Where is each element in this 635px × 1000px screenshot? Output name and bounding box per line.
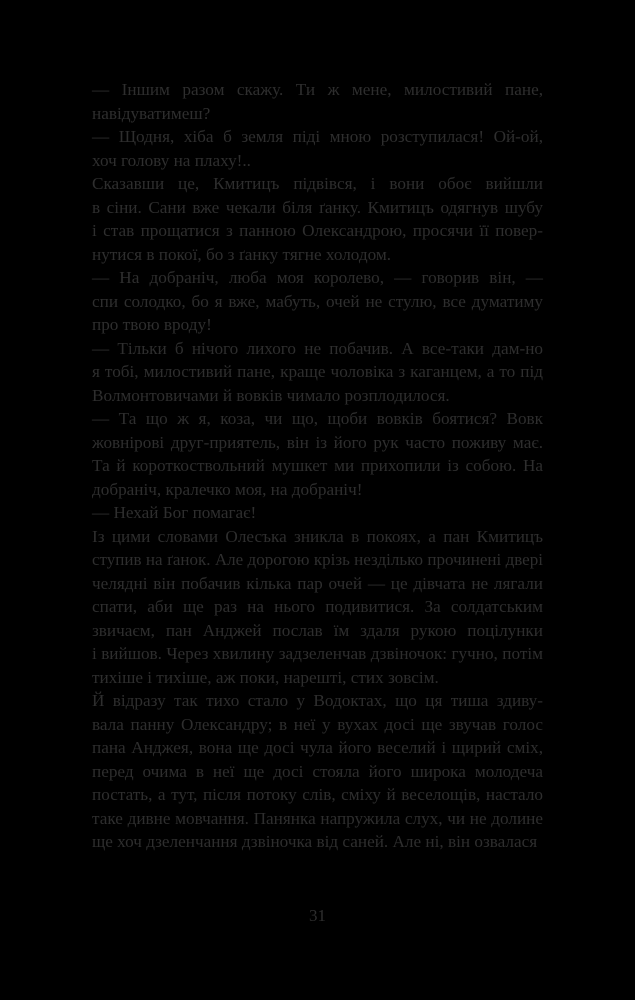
text-line: Волмонтовичами й вовків чимало розплодилося. bbox=[92, 385, 450, 405]
text-line: Із цими словами Олесъка зникла в покоях, а пан Кмитицъ bbox=[92, 526, 543, 546]
text-line: жовніровi друг-приятель, він із його рук часто поживу має. bbox=[92, 432, 543, 452]
text-line: про твою вроду! bbox=[92, 315, 212, 334]
text-line: — Та що ж я, коза, чи що, щоби вовків боятися? Вовк bbox=[92, 409, 543, 428]
text-line: — Іншим разом скажу. Ти ж мене, милостивий пане, bbox=[92, 80, 543, 99]
paragraph bbox=[92, 125, 543, 172]
paragraph bbox=[92, 337, 543, 408]
text-line: Й відразу так тихо стало у Водоктах, що ця тиша здиву- bbox=[92, 691, 543, 710]
text-line: вала панну Олександру; в неї у вухах досі ще звучав голос bbox=[92, 714, 543, 734]
text-line: — Нехай Бог помагає! bbox=[92, 503, 257, 522]
paragraph bbox=[92, 407, 543, 501]
body-text bbox=[92, 78, 543, 854]
text-line: челядні він побачив кілька пар очей — це дівчата не лягали bbox=[92, 573, 543, 593]
text-line: спати, аби ще раз на нього подивитися. За солдатським bbox=[92, 597, 543, 616]
paragraph bbox=[92, 689, 543, 854]
text-line: і вийшов. Через хвилину задзеленчав дзвіночок: гучно, потім bbox=[92, 644, 543, 663]
text-line: таке дивне мовчання. Панянка напружила слух, чи не долине bbox=[92, 808, 543, 828]
text-line: і став прощатися з панною Олександрою, просячи її повер- bbox=[92, 221, 543, 240]
paragraph bbox=[92, 525, 543, 690]
paragraph bbox=[92, 266, 543, 337]
text-line: — На добраніч, люба моя королево, — говорив він, — bbox=[92, 268, 543, 287]
text-line: звичаєм, пан Анджей послав їм здаля рукою поцілунки bbox=[92, 620, 543, 640]
text-line: я тобі, милостивий пане, краще чоловіка з каганцем, а то під bbox=[92, 362, 543, 381]
text-line: навідуватимеш? bbox=[92, 103, 211, 123]
paragraph bbox=[92, 78, 543, 125]
text-line: — Щодня, хіба б земля піді мною розступилася! Ой-ой, bbox=[92, 127, 543, 146]
text-line: нутися в покої, бо з ґанку тягне холодом. bbox=[92, 244, 392, 264]
paragraph bbox=[92, 501, 543, 525]
text-line: — Тільки б нічого лихого не побачив. А все-таки дам-но bbox=[92, 338, 543, 358]
text-line: ще хоч дзеленчання дзвіночка від саней. Але ні, він озвалася bbox=[92, 832, 538, 851]
text-line: перед очима в неї ще досі стояла його широка молодеча bbox=[92, 761, 543, 781]
text-line: тихіше і тихіше, аж поки, нарешті, стих зовсім. bbox=[92, 667, 439, 687]
text-line: постать, а тут, після потоку слів, сміху й веселощів, настало bbox=[92, 785, 543, 804]
text-line: спи солодко, бо я вже, мабуть, очей не стулю, все думатиму bbox=[92, 291, 543, 311]
text-line: пана Анджея, вона ще досі чула його веселий і щирий сміх, bbox=[92, 738, 543, 757]
text-line: хоч голову на плаху!.. bbox=[92, 150, 251, 170]
paragraph bbox=[92, 172, 543, 266]
text-line: добраніч, кралечко моя, на добраніч! bbox=[92, 479, 363, 499]
text-line: Сказавши це, Кмитицъ підвівся, і вони обоє вийшли bbox=[92, 174, 543, 193]
page-number: 31 bbox=[309, 906, 326, 925]
text-line: Та й короткоствольний мушкет ми прихопили із собою. На bbox=[92, 456, 543, 475]
text-line: ступив на ґанок. Але дорогою крізь незділько прочинені двері bbox=[92, 550, 543, 569]
text-line: в сіни. Сани вже чекали біля ґанку. Кмитицъ одягнув шубу bbox=[92, 197, 543, 217]
